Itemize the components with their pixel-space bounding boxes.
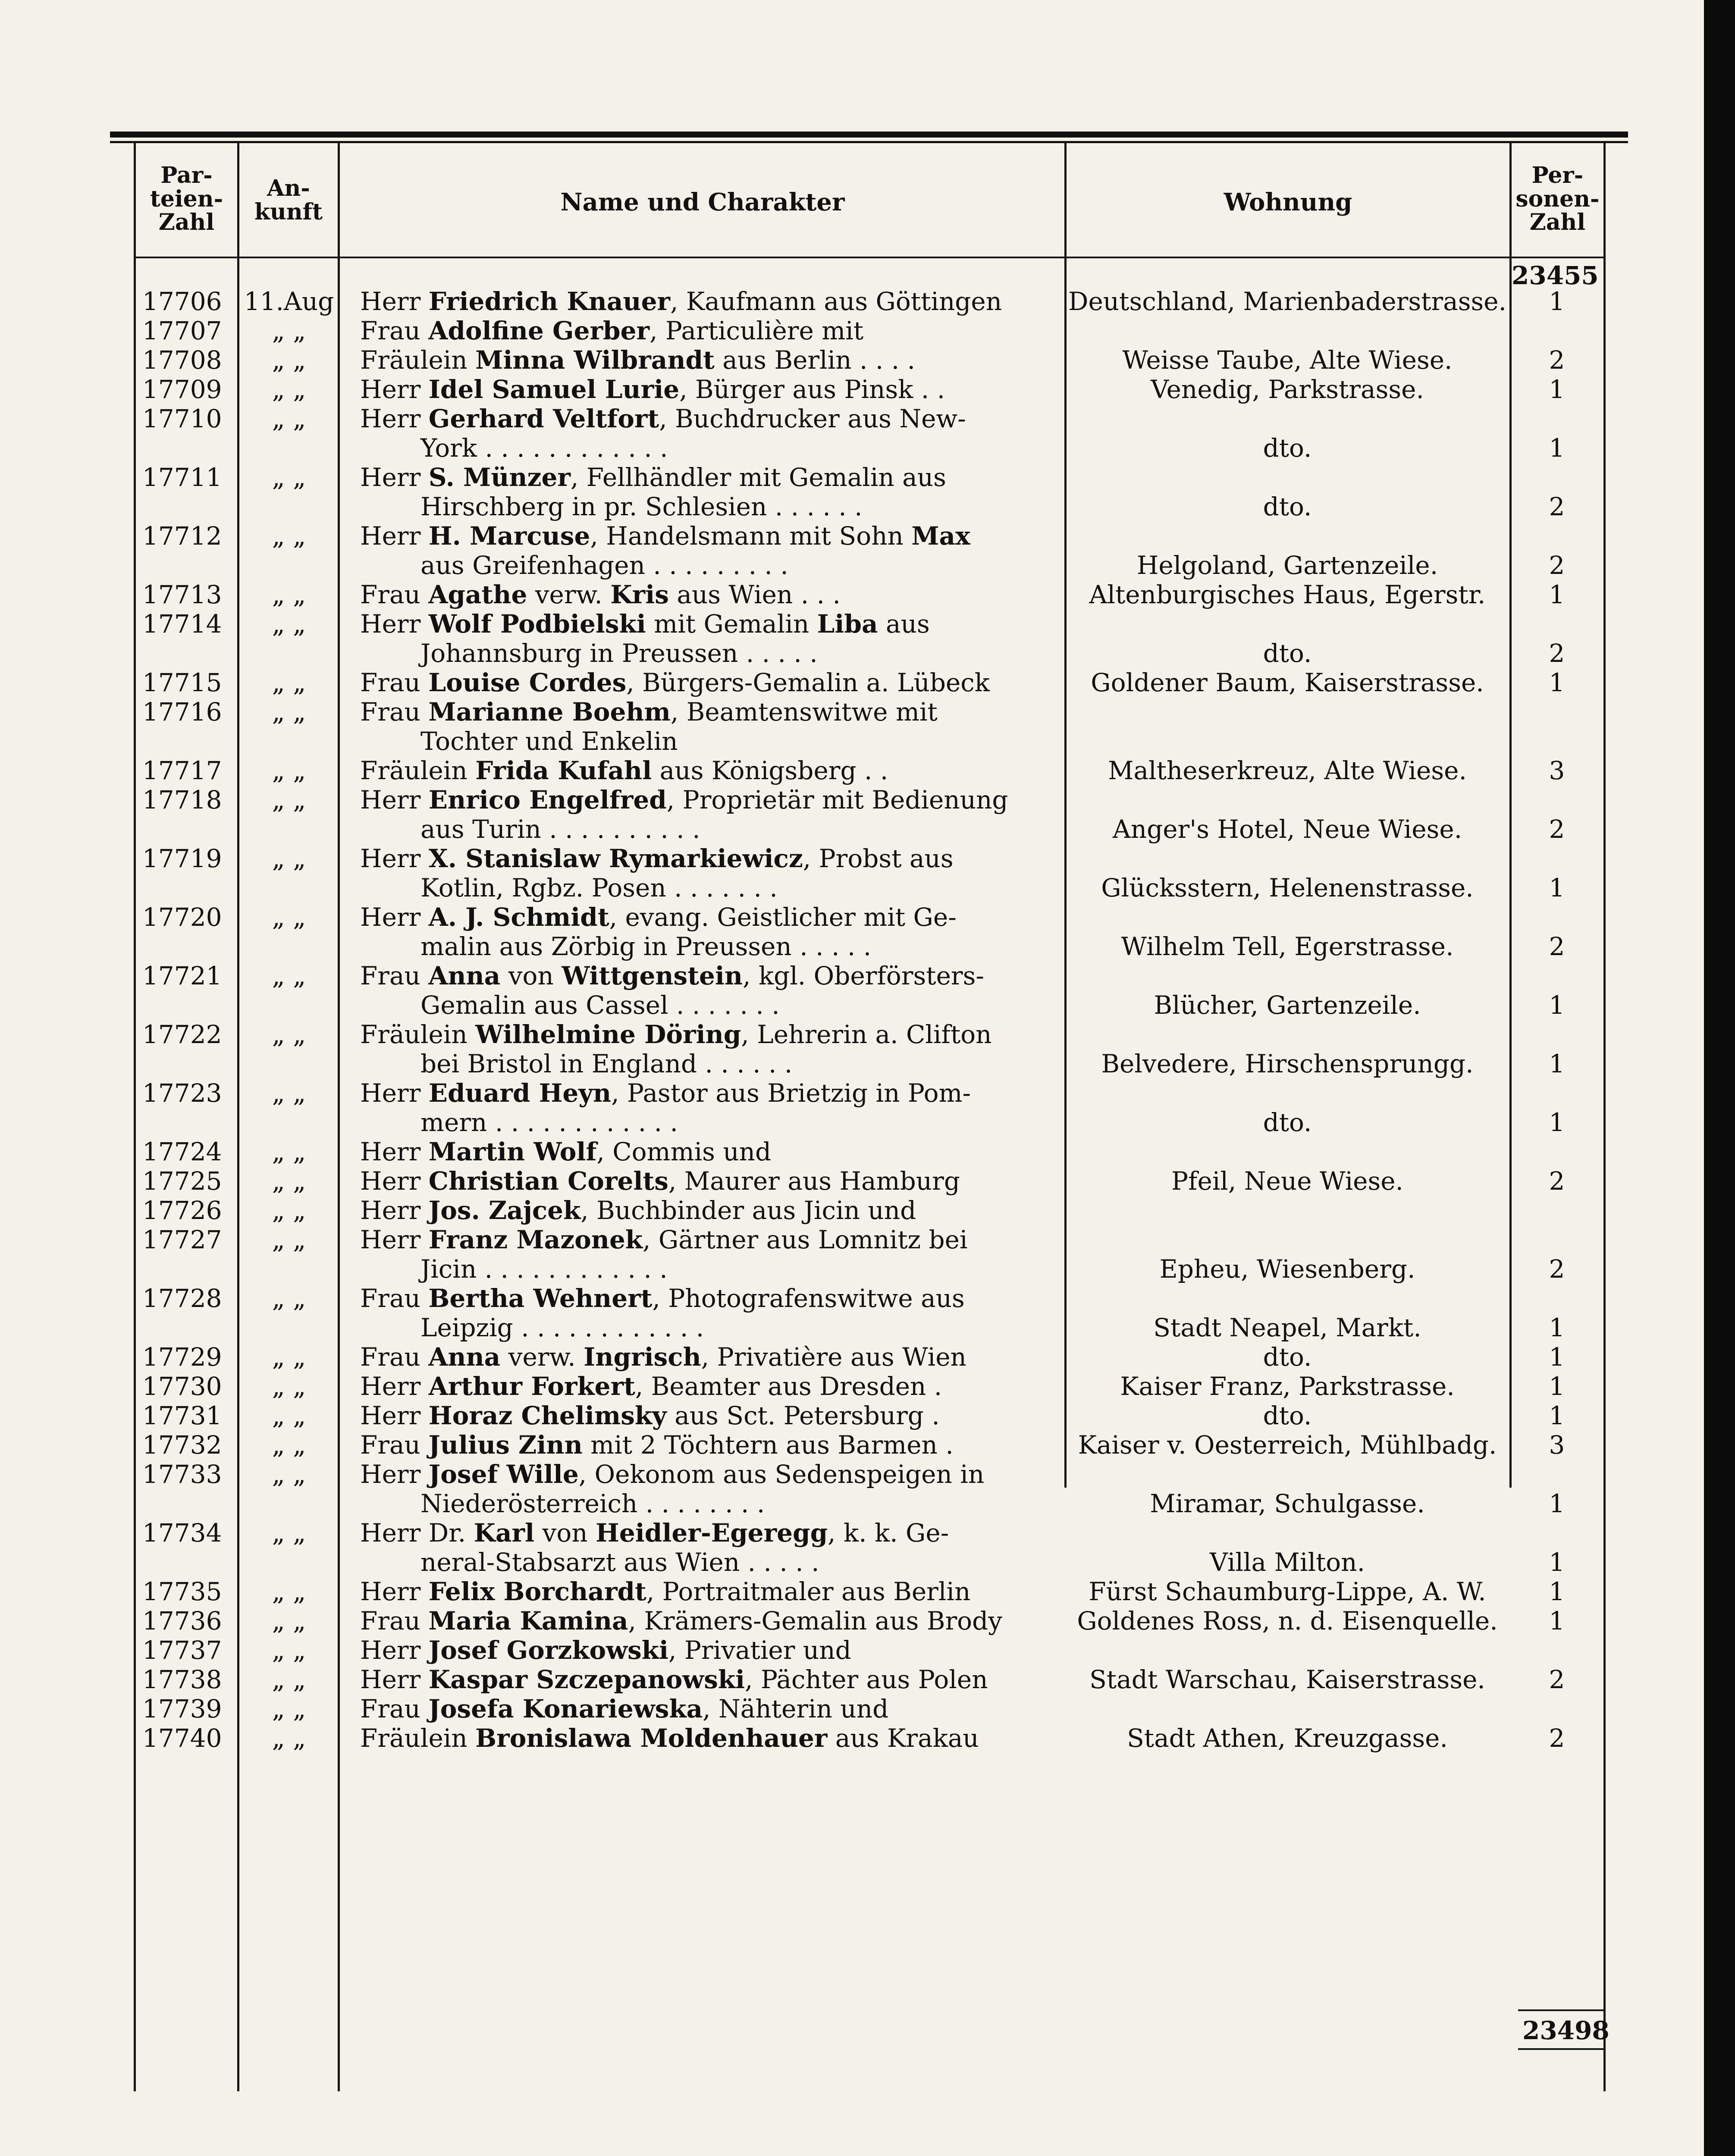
arrival-date: „ „ bbox=[272, 1078, 306, 1108]
name-character: Herr Josef Wille, Oekonom aus Sedenspeigen in Niederösterreich . . . . . . . . bbox=[360, 1460, 985, 1518]
name-character: Herr Idel Samuel Lurie, Bürger aus Pinsk . . bbox=[360, 375, 945, 404]
arrival-date: „ „ bbox=[272, 1401, 306, 1430]
name-character: Herr Enrico Engelfred, Proprietär mit Bedienung aus Turin . . . . . . . . . . bbox=[360, 785, 1008, 844]
arrival-date: „ „ bbox=[272, 785, 306, 815]
party-number: 17718 bbox=[142, 785, 222, 815]
name-character: Fräulein Bronislawa Moldenhauer aus Krakau bbox=[360, 1724, 979, 1753]
persons-count: 2 bbox=[1549, 639, 1565, 668]
name-character: Frau Julius Zinn mit 2 Töchtern aus Barmen . bbox=[360, 1430, 954, 1460]
name-character: Frau Josefa Konariewska, Nähterin und bbox=[360, 1694, 889, 1724]
residence: Kaiser Franz, Parkstrasse. bbox=[1120, 1372, 1455, 1401]
arrival-date: „ „ bbox=[272, 375, 306, 404]
arrival-date: „ „ bbox=[272, 1430, 306, 1460]
arrival-date: „ „ bbox=[272, 1518, 306, 1548]
party-number: 17716 bbox=[142, 697, 222, 727]
residence: dto. bbox=[1263, 433, 1312, 463]
persons-count: 3 bbox=[1549, 756, 1565, 785]
col-line-1 bbox=[237, 142, 239, 2091]
arrival-date: „ „ bbox=[272, 345, 306, 375]
residence: Villa Milton. bbox=[1209, 1548, 1365, 1577]
name-character: Frau Anna verw. Ingrisch, Privatière aus Wien bbox=[360, 1342, 966, 1372]
party-number: 17737 bbox=[142, 1636, 222, 1665]
arrival-date: „ „ bbox=[272, 1137, 306, 1166]
name-character: Herr Horaz Chelimsky aus Sct. Petersburg . bbox=[360, 1401, 940, 1430]
residence: Wilhelm Tell, Egerstrasse. bbox=[1121, 932, 1454, 961]
persons-count: 1 bbox=[1549, 287, 1565, 316]
party-number: 17714 bbox=[142, 609, 222, 639]
persons-count: 1 bbox=[1549, 1313, 1565, 1342]
total-rule-top bbox=[1518, 2009, 1604, 2011]
residence: Maltheserkreuz, Alte Wiese. bbox=[1108, 756, 1467, 785]
name-character: Herr Friedrich Knauer, Kaufmann aus Göttingen bbox=[360, 287, 1002, 316]
carry-total: 23455 bbox=[1512, 261, 1599, 290]
residence: Anger's Hotel, Neue Wiese. bbox=[1112, 815, 1462, 844]
persons-count: 1 bbox=[1549, 990, 1565, 1020]
party-number: 17721 bbox=[142, 961, 222, 990]
persons-count: 2 bbox=[1549, 345, 1565, 375]
residence: Pfeil, Neue Wiese. bbox=[1171, 1166, 1403, 1196]
arrival-date: 11.Aug bbox=[244, 287, 334, 316]
name-character: Herr Kaspar Szczepanowski, Pächter aus Polen bbox=[360, 1665, 988, 1694]
arrival-date: „ „ bbox=[272, 1724, 306, 1753]
party-number: 17719 bbox=[142, 844, 222, 873]
residence: Weisse Taube, Alte Wiese. bbox=[1122, 345, 1453, 375]
arrival-date: „ „ bbox=[272, 1606, 306, 1636]
arrival-date: „ „ bbox=[272, 609, 306, 639]
party-number: 17736 bbox=[142, 1606, 222, 1636]
name-character: Herr Martin Wolf, Commis und bbox=[360, 1137, 772, 1166]
party-number: 17740 bbox=[142, 1724, 222, 1753]
name-character: Herr Wolf Podbielski mit Gemalin Liba aus Johannsburg in Preussen . . . . . bbox=[360, 609, 930, 668]
persons-count: 1 bbox=[1549, 1108, 1565, 1137]
persons-count: 2 bbox=[1549, 1254, 1565, 1284]
party-number: 17722 bbox=[142, 1020, 222, 1049]
party-number: 17712 bbox=[142, 521, 222, 551]
residence: Miramar, Schulgasse. bbox=[1150, 1489, 1425, 1518]
persons-count: 1 bbox=[1549, 873, 1565, 903]
name-character: Fräulein Frida Kufahl aus Königsberg . . bbox=[360, 756, 888, 785]
party-number: 17732 bbox=[142, 1430, 222, 1460]
arrival-date: „ „ bbox=[272, 961, 306, 990]
residence: Fürst Schaumburg-Lippe, A. W. bbox=[1089, 1577, 1486, 1606]
party-number: 17708 bbox=[142, 345, 222, 375]
name-character: Herr X. Stanislaw Rymarkiewicz, Probst aus Kotlin, Rgbz. Posen . . . . . . . bbox=[360, 844, 954, 903]
name-character: Herr S. Münzer, Fellhändler mit Gemalin aus Hirschberg in pr. Schlesien . . . . . . bbox=[360, 463, 946, 521]
name-character: Herr Arthur Forkert, Beamter aus Dresden . bbox=[360, 1372, 942, 1401]
party-number: 17709 bbox=[142, 375, 222, 404]
name-character: Frau Agathe verw. Kris aus Wien . . . bbox=[360, 580, 841, 609]
name-character: Herr Gerhard Veltfort, Buchdrucker aus New- York . . . . . . . . . . . . bbox=[360, 404, 966, 463]
name-character: Herr Jos. Zajcek, Buchbinder aus Jicin und bbox=[360, 1196, 916, 1225]
arrival-date: „ „ bbox=[272, 903, 306, 932]
party-number: 17723 bbox=[142, 1078, 222, 1108]
residence: Glücksstern, Helenenstrasse. bbox=[1101, 873, 1474, 903]
residence: dto. bbox=[1263, 1401, 1312, 1430]
party-number: 17720 bbox=[142, 903, 222, 932]
name-character: Herr Dr. Karl von Heidler-Egeregg, k. k. Ge- neral-Stabsarzt aus Wien . . . . . bbox=[360, 1518, 949, 1577]
arrival-date: „ „ bbox=[272, 844, 306, 873]
residence: dto. bbox=[1263, 492, 1312, 521]
party-number: 17713 bbox=[142, 580, 222, 609]
name-character: Frau Maria Kamina, Krämers-Gemalin aus Brody bbox=[360, 1606, 1002, 1636]
name-character: Herr H. Marcuse, Handelsmann mit Sohn Max aus Greifenhagen . . . . . . . . . bbox=[360, 521, 970, 580]
residence: Kaiser v. Oesterreich, Mühlbadg. bbox=[1078, 1430, 1497, 1460]
name-character: Frau Adolfine Gerber, Particulière mit bbox=[360, 316, 864, 345]
persons-count: 1 bbox=[1549, 1342, 1565, 1372]
party-number: 17724 bbox=[142, 1137, 222, 1166]
col-line-left bbox=[134, 142, 136, 2091]
col-line-4 bbox=[1509, 142, 1512, 1488]
persons-count: 1 bbox=[1549, 1401, 1565, 1430]
party-number: 17710 bbox=[142, 404, 222, 433]
arrival-date: „ „ bbox=[272, 521, 306, 551]
party-number: 17711 bbox=[142, 463, 222, 492]
party-number: 17733 bbox=[142, 1460, 222, 1489]
residence: Goldenes Ross, n. d. Eisenquelle. bbox=[1077, 1606, 1498, 1636]
residence: Stadt Neapel, Markt. bbox=[1153, 1313, 1421, 1342]
residence: Stadt Athen, Kreuzgasse. bbox=[1127, 1724, 1448, 1753]
party-number: 17739 bbox=[142, 1694, 222, 1724]
name-character: Fräulein Minna Wilbrandt aus Berlin . . . . bbox=[360, 345, 916, 375]
persons-count: 1 bbox=[1549, 1489, 1565, 1518]
scan-border-right bbox=[1704, 0, 1735, 2156]
arrival-date: „ „ bbox=[272, 1166, 306, 1196]
persons-count: 1 bbox=[1549, 1548, 1565, 1577]
party-number: 17725 bbox=[142, 1166, 222, 1196]
residence: Epheu, Wiesenberg. bbox=[1159, 1254, 1415, 1284]
residence: Belvedere, Hirschensprungg. bbox=[1101, 1049, 1474, 1078]
persons-count: 2 bbox=[1549, 551, 1565, 580]
party-number: 17715 bbox=[142, 668, 222, 697]
residence: dto. bbox=[1263, 1342, 1312, 1372]
persons-count: 1 bbox=[1549, 1372, 1565, 1401]
residence: Blücher, Gartenzeile. bbox=[1154, 990, 1421, 1020]
name-character: Herr Felix Borchardt, Portraitmaler aus Berlin bbox=[360, 1577, 971, 1606]
arrival-date: „ „ bbox=[272, 1342, 306, 1372]
residence: Goldener Baum, Kaiserstrasse. bbox=[1091, 668, 1484, 697]
arrival-date: „ „ bbox=[272, 1196, 306, 1225]
arrival-date: „ „ bbox=[272, 1284, 306, 1313]
header-personen-zahl: Per- sonen- Zahl bbox=[1515, 162, 1600, 236]
name-character: Herr A. J. Schmidt, evang. Geistlicher mit Ge- malin aus Zörbig in Preussen . . . . . bbox=[360, 903, 957, 961]
party-number: 17706 bbox=[142, 287, 222, 316]
persons-count: 2 bbox=[1549, 1724, 1565, 1753]
arrival-date: „ „ bbox=[272, 463, 306, 492]
residence: dto. bbox=[1263, 639, 1312, 668]
arrival-date: „ „ bbox=[272, 580, 306, 609]
header-name-charakter: Name und Charakter bbox=[560, 188, 845, 216]
persons-count: 2 bbox=[1549, 1665, 1565, 1694]
party-number: 17707 bbox=[142, 316, 222, 345]
residence: Venedig, Parkstrasse. bbox=[1151, 375, 1424, 404]
persons-count: 1 bbox=[1549, 375, 1565, 404]
arrival-date: „ „ bbox=[272, 1665, 306, 1694]
arrival-date: „ „ bbox=[272, 668, 306, 697]
col-line-2 bbox=[338, 142, 340, 2091]
party-number: 17717 bbox=[142, 756, 222, 785]
name-character: Herr Christian Corelts, Maurer aus Hamburg bbox=[360, 1166, 960, 1196]
arrival-date: „ „ bbox=[272, 1577, 306, 1606]
name-character: Herr Josef Gorzkowski, Privatier und bbox=[360, 1636, 851, 1665]
party-number: 17726 bbox=[142, 1196, 222, 1225]
persons-count: 3 bbox=[1549, 1430, 1565, 1460]
name-character: Herr Eduard Heyn, Pastor aus Brietzig in Pom- mern . . . . . . . . . . . . bbox=[360, 1078, 971, 1137]
top-rule bbox=[110, 132, 1628, 138]
header-ankunft: An- kunft bbox=[254, 175, 323, 225]
name-character: Frau Marianne Boehm, Beamtenswitwe mit Tochter und Enkelin bbox=[360, 697, 938, 756]
party-number: 17734 bbox=[142, 1518, 222, 1548]
name-character: Herr Franz Mazonek, Gärtner aus Lomnitz bei Jicin . . . . . . . . . . . . bbox=[360, 1225, 968, 1284]
arrival-date: „ „ bbox=[272, 1372, 306, 1401]
party-number: 17731 bbox=[142, 1401, 222, 1430]
name-character: Frau Bertha Wehnert, Photografenswitwe aus Leipzig . . . . . . . . . . . . bbox=[360, 1284, 965, 1342]
arrival-date: „ „ bbox=[272, 404, 306, 433]
residence: Deutschland, Marienbaderstrasse. bbox=[1068, 287, 1507, 316]
persons-count: 1 bbox=[1549, 1049, 1565, 1078]
persons-count: 1 bbox=[1549, 433, 1565, 463]
persons-count: 2 bbox=[1549, 932, 1565, 961]
arrival-date: „ „ bbox=[272, 697, 306, 727]
party-number: 17729 bbox=[142, 1342, 222, 1372]
arrival-date: „ „ bbox=[272, 1636, 306, 1665]
residence: Altenburgisches Haus, Egerstr. bbox=[1089, 580, 1486, 609]
persons-count: 1 bbox=[1549, 580, 1565, 609]
residence: dto. bbox=[1263, 1108, 1312, 1137]
party-number: 17738 bbox=[142, 1665, 222, 1694]
header-wohnung: Wohnung bbox=[1224, 188, 1352, 216]
arrival-date: „ „ bbox=[272, 1694, 306, 1724]
arrival-date: „ „ bbox=[272, 1020, 306, 1049]
persons-count: 2 bbox=[1549, 815, 1565, 844]
final-total: 23498 bbox=[1522, 2016, 1610, 2045]
arrival-date: „ „ bbox=[272, 1460, 306, 1489]
name-character: Frau Louise Cordes, Bürgers-Gemalin a. Lübeck bbox=[360, 668, 990, 697]
header-rule bbox=[134, 257, 1605, 258]
persons-count: 1 bbox=[1549, 1577, 1565, 1606]
arrival-date: „ „ bbox=[272, 316, 306, 345]
col-line-right bbox=[1603, 142, 1606, 2091]
residence: Stadt Warschau, Kaiserstrasse. bbox=[1089, 1665, 1485, 1694]
party-number: 17735 bbox=[142, 1577, 222, 1606]
party-number: 17728 bbox=[142, 1284, 222, 1313]
persons-count: 1 bbox=[1549, 1606, 1565, 1636]
party-number: 17727 bbox=[142, 1225, 222, 1254]
header-parteien-zahl: Par- teien- Zahl bbox=[150, 162, 223, 236]
name-character: Fräulein Wilhelmine Döring, Lehrerin a. Clifton bei Bristol in England . . . . . . bbox=[360, 1020, 992, 1078]
persons-count: 2 bbox=[1549, 492, 1565, 521]
arrival-date: „ „ bbox=[272, 756, 306, 785]
party-number: 17730 bbox=[142, 1372, 222, 1401]
persons-count: 1 bbox=[1549, 668, 1565, 697]
persons-count: 2 bbox=[1549, 1166, 1565, 1196]
name-character: Frau Anna von Wittgenstein, kgl. Oberförsters- Gemalin aus Cassel . . . . . . . bbox=[360, 961, 984, 1020]
residence: Helgoland, Gartenzeile. bbox=[1136, 551, 1438, 580]
arrival-date: „ „ bbox=[272, 1225, 306, 1254]
total-rule-bottom bbox=[1518, 2048, 1604, 2050]
